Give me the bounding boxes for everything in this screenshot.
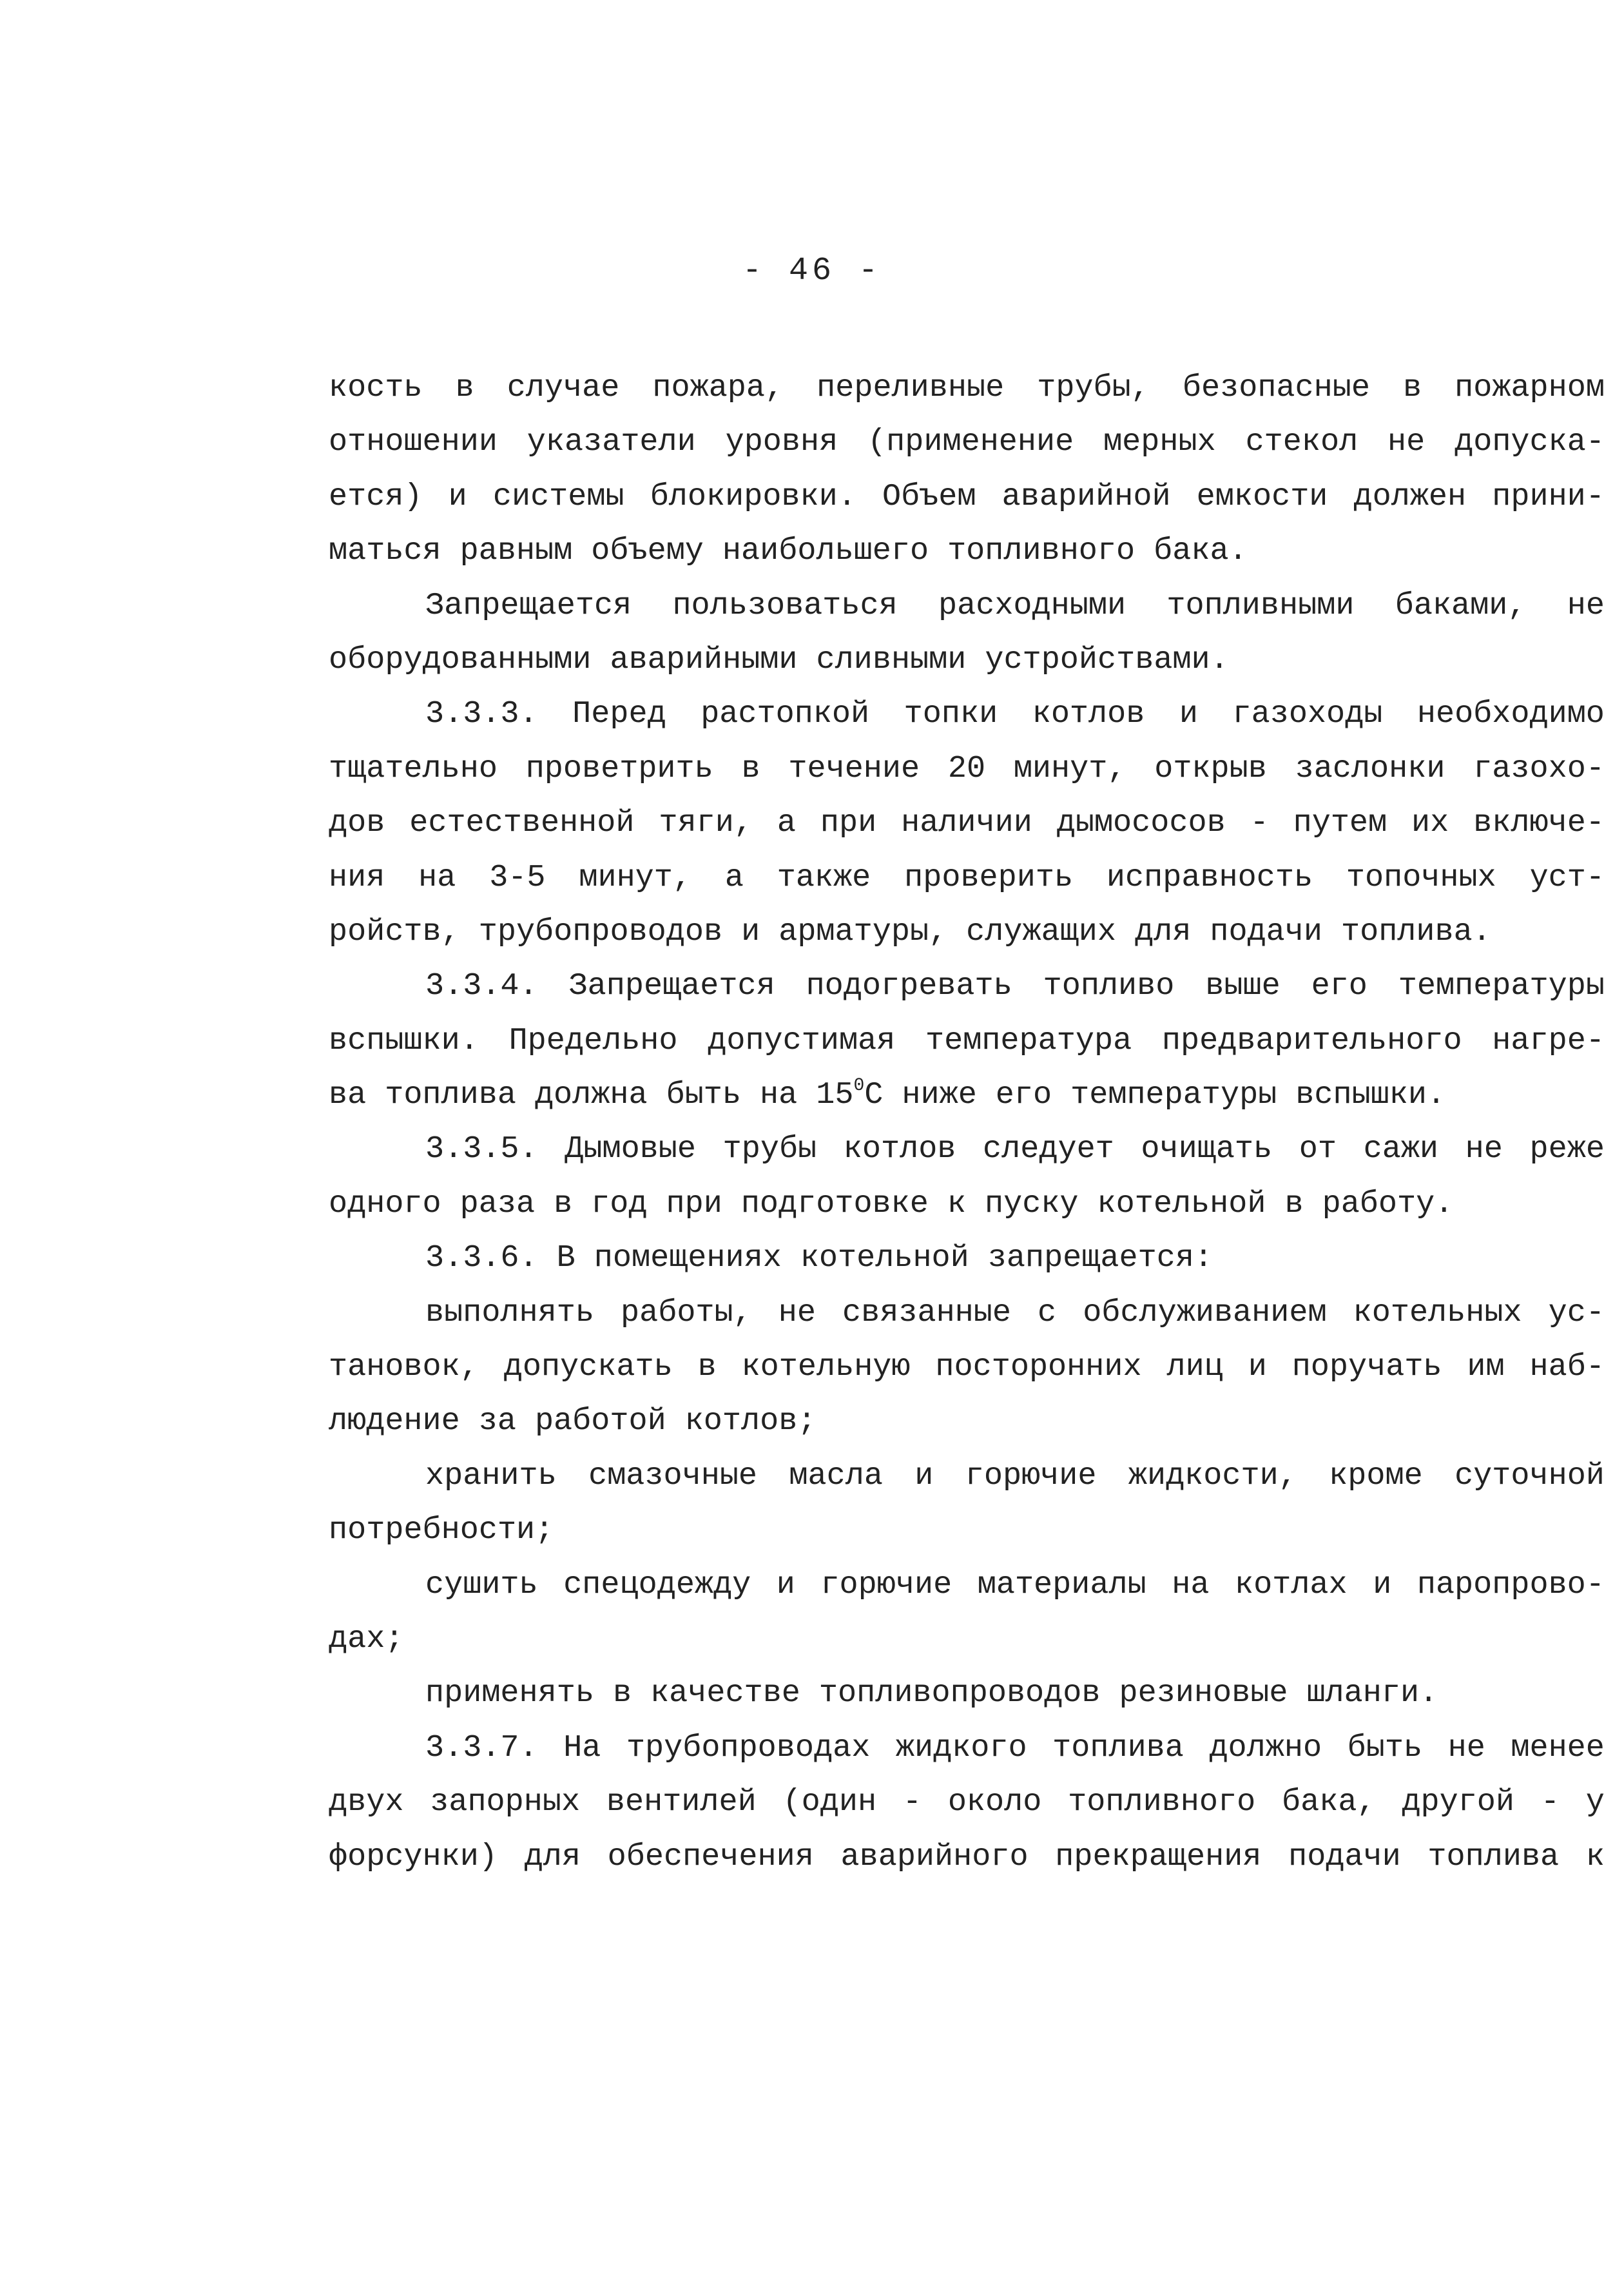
text-word: - <box>1250 805 1269 841</box>
text-word: котлов <box>1032 696 1145 732</box>
text-word: а <box>724 859 744 895</box>
text-word: переливные <box>817 370 1005 405</box>
text-word: горючие <box>820 1566 952 1602</box>
text-word: им <box>1467 1349 1505 1385</box>
text-word: включе- <box>1473 805 1605 841</box>
text-word: кроме <box>1329 1457 1423 1494</box>
text-word: котельных <box>1353 1294 1522 1330</box>
text-word: не <box>778 1294 816 1330</box>
text-word: аварийной <box>1001 478 1171 514</box>
text-word: допустимая <box>708 1022 896 1058</box>
text-word: в <box>1284 1185 1304 1222</box>
text-word: (один <box>782 1784 877 1820</box>
text-word: (применение <box>867 424 1074 460</box>
text-line <box>329 361 1605 415</box>
text-word: топливопроводов <box>818 1675 1101 1711</box>
text-word: другой <box>1402 1784 1515 1820</box>
text-word: его <box>995 1077 1052 1113</box>
document-body <box>329 361 1605 1884</box>
text-word: топлива <box>1427 1838 1560 1874</box>
text-word: вспышки. <box>1295 1077 1446 1113</box>
text-word: на <box>1172 1566 1210 1602</box>
text-word: быть <box>1347 1729 1423 1766</box>
text-word: у <box>1585 1784 1605 1820</box>
text-word: оборудованными <box>329 641 592 677</box>
text-line <box>329 1558 1605 1612</box>
text-word: Запрещается <box>568 968 775 1004</box>
text-word: суточной <box>1455 1457 1605 1494</box>
text-word: аварийного <box>840 1838 1029 1874</box>
text-word: путем <box>1293 805 1387 841</box>
text-word: Объем <box>882 478 976 514</box>
text-word: трубопроводов <box>478 913 723 949</box>
text-word: людение <box>329 1403 460 1439</box>
text-word: запрещается: <box>987 1240 1213 1276</box>
text-word: год <box>591 1185 648 1222</box>
text-line <box>329 470 1605 524</box>
text-word: потребности; <box>329 1512 554 1548</box>
text-word: в <box>697 1349 717 1385</box>
text-word: тановок, <box>329 1349 479 1385</box>
text-word: горючие <box>965 1457 1097 1494</box>
text-word: в <box>741 750 760 786</box>
text-line <box>329 1394 1605 1448</box>
text-word: и <box>776 1566 795 1602</box>
text-word: дымососов <box>1056 805 1226 841</box>
text-word: открыв <box>1154 750 1267 786</box>
text-word: работу. <box>1322 1185 1454 1222</box>
text-word: одного <box>329 1185 441 1222</box>
text-word: 3.3.5. <box>425 1131 538 1167</box>
text-word: жидкого <box>895 1729 1027 1766</box>
text-word: предварительного <box>1161 1022 1462 1058</box>
text-word: при <box>666 1185 722 1222</box>
text-word: топливо <box>1043 968 1175 1004</box>
text-word: На <box>563 1729 601 1766</box>
text-word: котлах <box>1235 1566 1348 1602</box>
text-word: котлов <box>843 1131 956 1167</box>
text-word: котельной <box>800 1240 969 1276</box>
text-word: объему <box>591 533 704 569</box>
text-word: хранить <box>425 1457 557 1494</box>
text-word: обеспечения <box>607 1838 814 1874</box>
text-word: ройств, <box>329 913 460 949</box>
text-word: наличии <box>901 805 1032 841</box>
text-word: отношении <box>329 424 498 460</box>
text-word: блокировки. <box>650 478 856 514</box>
text-word: при <box>820 805 877 841</box>
text-line <box>329 905 1605 959</box>
text-word: топлива <box>385 1077 516 1113</box>
text-word: связанные <box>842 1294 1011 1330</box>
text-word: - <box>1540 1784 1560 1820</box>
text-word: ния <box>329 859 385 895</box>
text-word: котельной <box>1097 1185 1266 1222</box>
text-word: минут, <box>579 859 691 895</box>
text-word: наб- <box>1529 1349 1605 1385</box>
text-word: сливными <box>816 641 967 677</box>
text-word: выполнять <box>425 1294 594 1330</box>
text-word: уст- <box>1529 859 1605 895</box>
text-word: лиц <box>1166 1349 1223 1385</box>
text-word: работы, <box>621 1294 752 1330</box>
text-word: тщательно <box>329 750 498 786</box>
text-word: - <box>902 1784 922 1820</box>
text-word: бака. <box>1154 533 1248 569</box>
text-word: в <box>455 370 474 405</box>
text-word: трубопроводах <box>626 1729 871 1766</box>
text-word: паропрово- <box>1416 1566 1605 1602</box>
text-word: мерных <box>1103 424 1216 460</box>
text-word: для <box>524 1838 581 1874</box>
text-word: 3.3.7. <box>425 1729 538 1766</box>
text-word: выше <box>1205 968 1281 1004</box>
text-line <box>329 959 1605 1013</box>
text-line <box>329 1122 1605 1176</box>
text-word: работой <box>534 1403 666 1439</box>
text-word: масла <box>789 1457 883 1494</box>
text-word: в <box>554 1185 573 1222</box>
text-word: поручать <box>1291 1349 1442 1385</box>
text-word: топлива. <box>1340 913 1491 949</box>
text-word: быть <box>666 1077 742 1113</box>
text-word: от <box>1299 1131 1337 1167</box>
text-word: уровня <box>725 424 838 460</box>
text-word: арматуры, <box>778 913 948 949</box>
text-word: их <box>1411 805 1449 841</box>
text-line <box>329 851 1605 905</box>
text-word: исправность <box>1106 859 1313 895</box>
text-word: и <box>1179 696 1198 732</box>
text-word: заслонки <box>1295 750 1445 786</box>
text-word: наибольшего <box>722 533 929 569</box>
text-word: котлов; <box>684 1403 817 1439</box>
text-word: минут, <box>1013 750 1126 786</box>
text-line <box>329 579 1605 633</box>
text-word: трубы <box>722 1131 817 1167</box>
text-word: ниже <box>902 1077 977 1113</box>
text-word: подачи <box>1210 913 1322 949</box>
text-word: температуры <box>1398 968 1605 1004</box>
text-word: смазочные <box>588 1457 758 1494</box>
text-word: $15^0С$ <box>816 1076 884 1113</box>
text-word: и <box>448 478 467 514</box>
text-line <box>329 1177 1605 1231</box>
text-word: около <box>947 1784 1042 1820</box>
text-word: аварийными <box>610 641 798 677</box>
text-word: очищать <box>1141 1131 1273 1167</box>
text-word: прекращения <box>1055 1838 1262 1874</box>
text-word: раза <box>459 1185 536 1222</box>
text-word: посторонних <box>935 1349 1142 1385</box>
text-word: вспышки. <box>329 1022 479 1058</box>
text-word: форсунки) <box>329 1838 498 1874</box>
text-word: должно <box>1209 1729 1322 1766</box>
text-word: 3.3.6. <box>425 1240 538 1276</box>
text-word: с <box>1038 1294 1057 1330</box>
text-line <box>329 1449 1605 1503</box>
text-line <box>329 524 1605 578</box>
page-number: - 46 - <box>742 253 882 289</box>
text-word: на <box>760 1077 798 1113</box>
text-word: качестве <box>650 1675 800 1711</box>
text-word: газохо- <box>1473 750 1605 786</box>
text-line <box>329 1721 1605 1775</box>
text-word: расходными <box>938 587 1126 623</box>
text-word: проветрить <box>525 750 713 786</box>
text-line <box>329 796 1605 850</box>
text-word: топлива <box>1052 1729 1184 1766</box>
text-word: нагре- <box>1492 1022 1605 1058</box>
text-word: к <box>1585 1838 1605 1874</box>
text-word: жидкости, <box>1128 1457 1297 1494</box>
text-word: допускать <box>503 1349 673 1385</box>
text-word: Перед <box>572 696 666 732</box>
text-word: менее <box>1511 1729 1605 1766</box>
text-line <box>329 1666 1605 1720</box>
text-word: двух <box>329 1784 404 1820</box>
text-word: ется) <box>329 478 423 514</box>
text-word: естественной <box>409 805 635 841</box>
text-line <box>329 1830 1605 1884</box>
text-word: его <box>1311 968 1368 1004</box>
text-word: системы <box>492 478 624 514</box>
text-word: В <box>556 1240 575 1276</box>
text-word: маться <box>329 533 441 569</box>
text-word: пользоваться <box>672 587 898 623</box>
text-word: безопасные <box>1182 370 1370 405</box>
text-word: помещениях <box>594 1240 782 1276</box>
text-word: должен <box>1353 478 1467 514</box>
text-word: должна <box>534 1077 648 1113</box>
text-word: также <box>777 859 871 895</box>
text-word: пожара, <box>652 370 784 405</box>
text-word: трубы, <box>1037 370 1150 405</box>
text-line <box>329 687 1605 741</box>
text-word: 3.3.3. <box>425 696 538 732</box>
text-word: температуры <box>1070 1077 1277 1113</box>
text-word: сажи <box>1363 1131 1439 1167</box>
text-line <box>329 1231 1605 1285</box>
text-word: подачи <box>1288 1838 1401 1874</box>
text-line <box>329 1068 1605 1122</box>
text-word: топливного <box>947 533 1136 569</box>
text-word: пожарном <box>1455 370 1605 405</box>
text-word: не <box>1465 1131 1503 1167</box>
text-word: в <box>1403 370 1422 405</box>
text-line <box>329 1503 1605 1557</box>
text-word: растопкой <box>701 696 870 732</box>
text-word: дах; <box>329 1621 404 1657</box>
text-word: равным <box>459 533 573 569</box>
text-word: ва <box>329 1077 367 1113</box>
text-word: температура <box>925 1022 1132 1058</box>
text-word: топливными <box>1166 587 1355 623</box>
text-word: подогревать <box>806 968 1012 1004</box>
text-word: топочных <box>1346 859 1496 895</box>
text-word: случае <box>507 370 620 405</box>
text-word: для <box>1135 913 1192 949</box>
text-word: к <box>947 1185 966 1222</box>
text-word: подготовке <box>740 1185 929 1222</box>
text-line <box>329 1775 1605 1829</box>
text-word: топливного <box>1068 1784 1256 1820</box>
text-word: баками, <box>1395 587 1527 623</box>
text-word: и <box>1373 1566 1392 1602</box>
text-word: применять <box>425 1675 594 1711</box>
text-word: материалы <box>977 1566 1146 1602</box>
text-word: служащих <box>966 913 1117 949</box>
text-word: газоходы <box>1232 696 1383 732</box>
text-word: и <box>1248 1349 1267 1385</box>
text-word: за <box>478 1403 516 1439</box>
text-word: сушить <box>425 1566 538 1602</box>
text-word: топки <box>904 696 998 732</box>
text-word: пуску <box>985 1185 1079 1222</box>
text-word: дов <box>329 805 385 841</box>
text-line <box>329 633 1605 687</box>
text-word: в <box>612 1675 632 1711</box>
text-word: резиновые <box>1119 1675 1288 1711</box>
text-word: течение <box>788 750 920 786</box>
text-word: проверить <box>904 859 1074 895</box>
text-line <box>329 1612 1605 1666</box>
text-word: вентилей <box>606 1784 757 1820</box>
text-word: необходимо <box>1416 696 1605 732</box>
text-word: котельную <box>741 1349 911 1385</box>
text-word: устройствами. <box>985 641 1229 677</box>
text-word: и <box>914 1457 934 1494</box>
text-line <box>329 1286 1605 1340</box>
text-word: ус- <box>1548 1294 1605 1330</box>
text-word: и <box>741 913 760 949</box>
text-word: не <box>1387 424 1426 460</box>
text-word: 20 <box>947 750 986 786</box>
text-word: на <box>418 859 456 895</box>
text-word: 3.3.4. <box>425 968 538 1004</box>
text-line <box>329 1340 1605 1394</box>
text-word: бака, <box>1282 1784 1376 1820</box>
text-word: запорных <box>430 1784 581 1820</box>
text-word: спецодежду <box>563 1566 751 1602</box>
text-word: указатели <box>527 424 696 460</box>
text-word: допуска- <box>1455 424 1605 460</box>
text-word: не <box>1447 1729 1485 1766</box>
text-line <box>329 742 1605 796</box>
text-word: реже <box>1529 1131 1605 1167</box>
text-word: тяги, <box>659 805 753 841</box>
text-word: 3-5 <box>489 859 546 895</box>
text-line <box>329 1014 1605 1068</box>
text-word: Запрещается <box>425 587 632 623</box>
text-word: емкости <box>1196 478 1328 514</box>
text-word: Дымовые <box>565 1131 696 1167</box>
text-word: кость <box>329 370 423 405</box>
text-word: стекол <box>1245 424 1358 460</box>
text-word: прини- <box>1492 478 1605 514</box>
text-word: шланги. <box>1306 1675 1438 1711</box>
text-word: обслуживанием <box>1083 1294 1327 1330</box>
text-word: не <box>1567 587 1605 623</box>
text-line <box>329 415 1605 469</box>
text-word: а <box>777 805 796 841</box>
text-word: следует <box>983 1131 1114 1167</box>
text-word: Предельно <box>508 1022 678 1058</box>
